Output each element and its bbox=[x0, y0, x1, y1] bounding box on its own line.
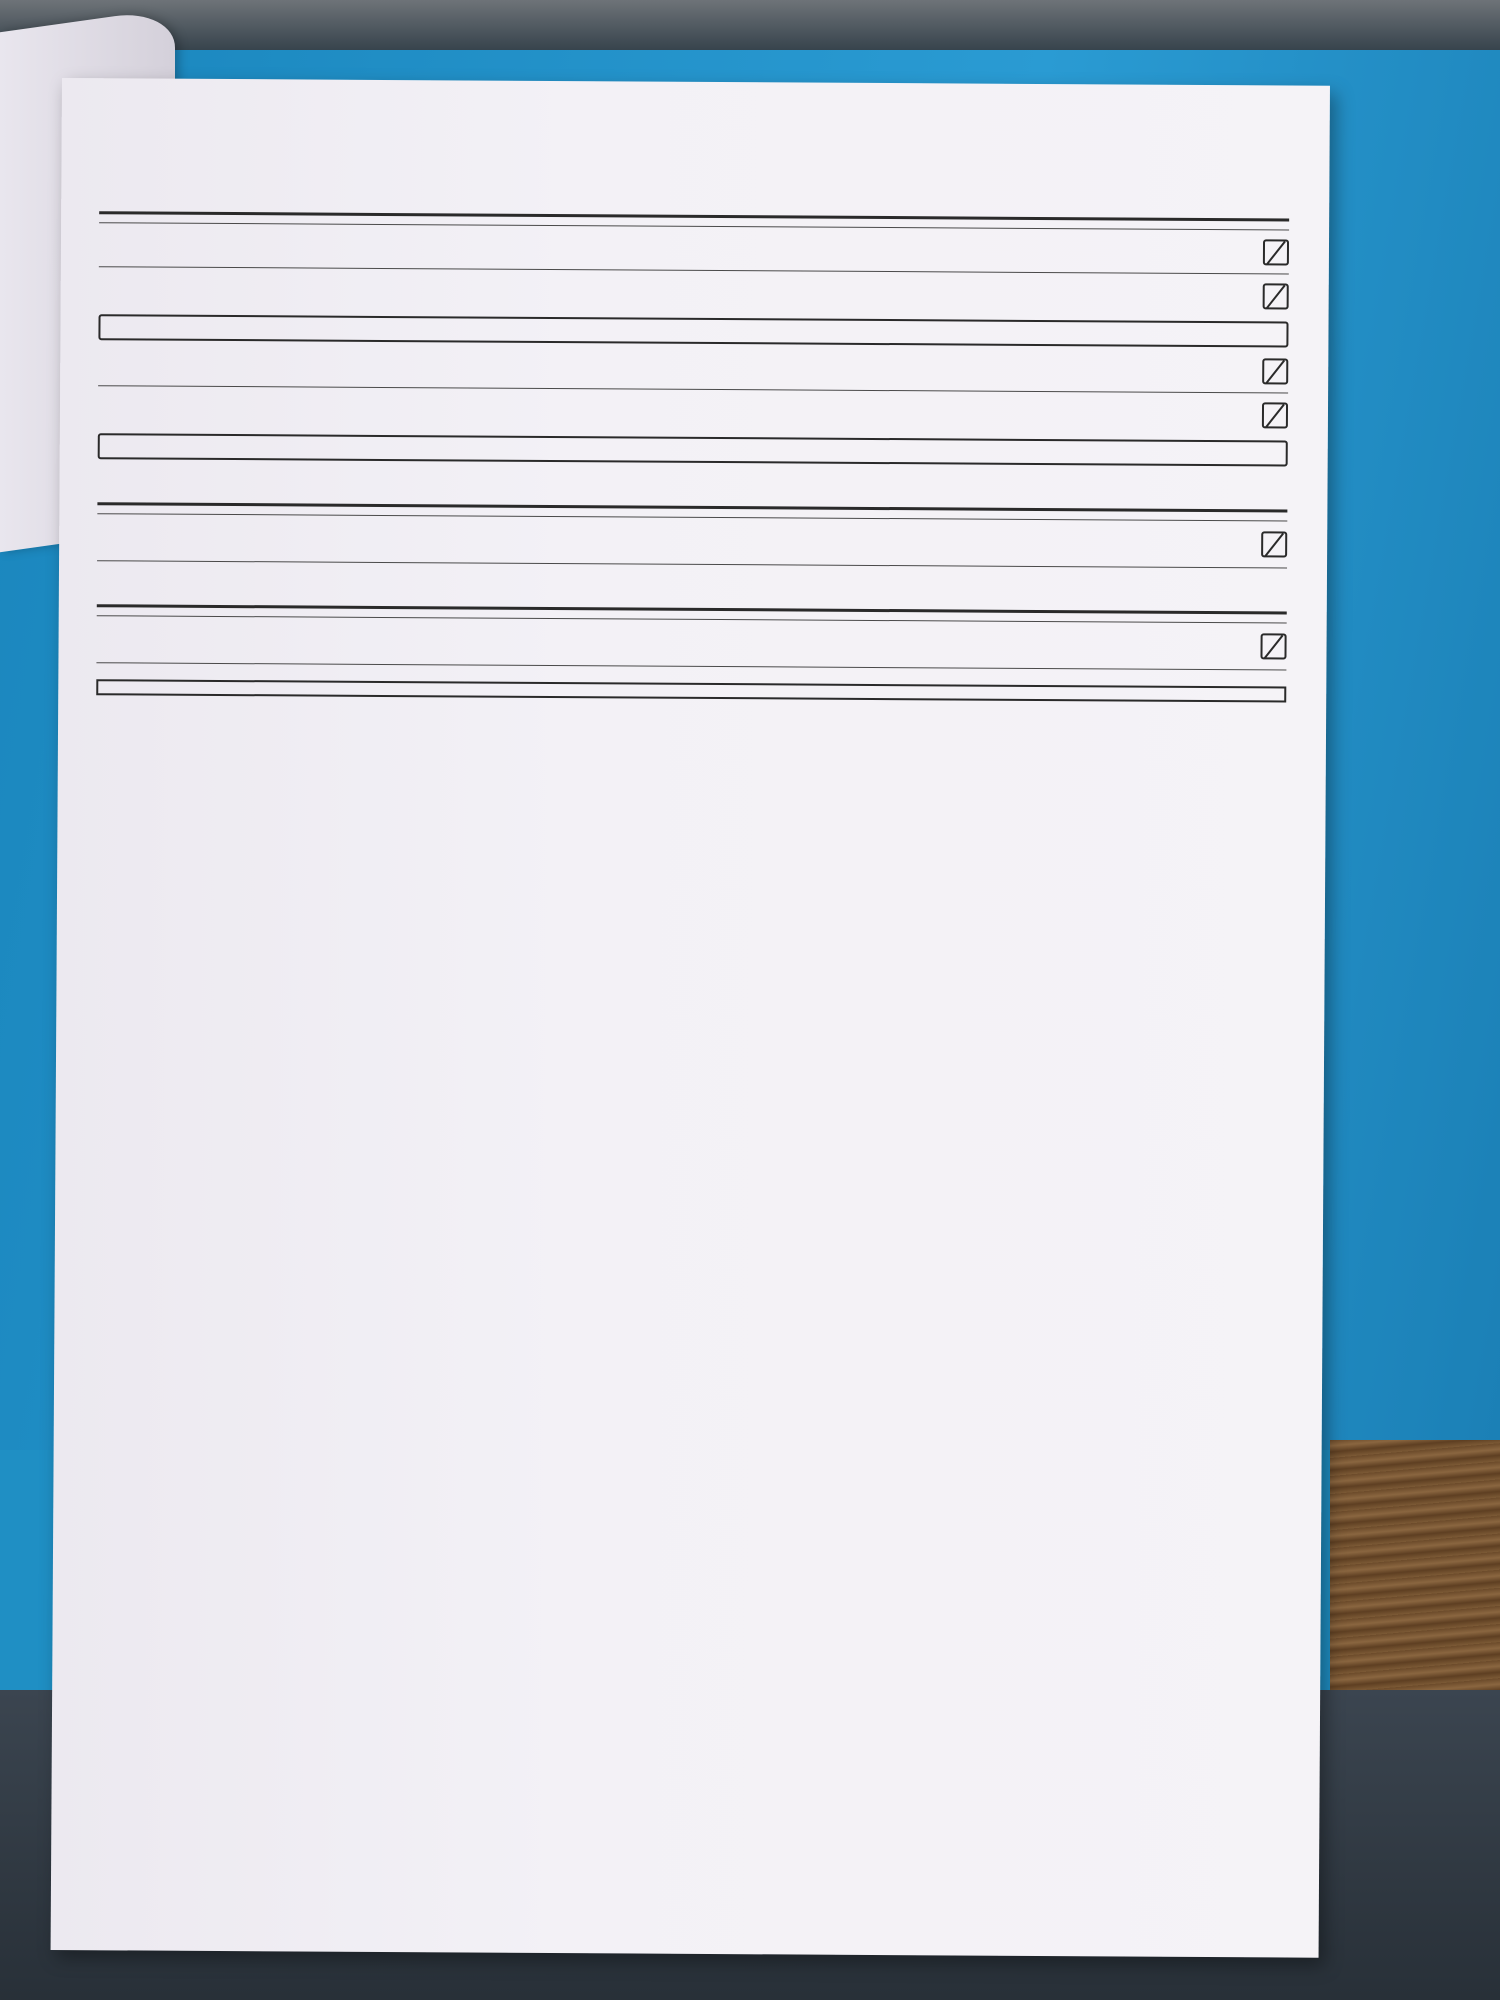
check-row bbox=[99, 267, 1289, 317]
check-action-group bbox=[1250, 633, 1286, 659]
check-action-group bbox=[1251, 531, 1287, 557]
checkbox[interactable] bbox=[1262, 358, 1288, 384]
check-row bbox=[98, 386, 1288, 436]
parts-note-box bbox=[96, 679, 1286, 702]
check-action-group bbox=[1253, 239, 1289, 265]
checkbox[interactable] bbox=[1263, 283, 1289, 309]
important-text bbox=[110, 330, 1276, 337]
check-action-group bbox=[1252, 358, 1288, 384]
checklist-page bbox=[51, 78, 1330, 1958]
checkbox[interactable] bbox=[1260, 633, 1286, 659]
background-wood bbox=[1330, 1440, 1500, 1700]
check-action-group bbox=[1253, 283, 1289, 309]
check-label bbox=[99, 279, 107, 299]
checkbox[interactable] bbox=[1262, 402, 1288, 428]
check-row bbox=[97, 514, 1287, 568]
checkbox[interactable] bbox=[1261, 531, 1287, 557]
important-heading bbox=[110, 443, 1276, 450]
important-text bbox=[110, 449, 1276, 456]
checkbox[interactable] bbox=[1263, 239, 1289, 265]
check-label bbox=[98, 398, 106, 418]
important-note bbox=[98, 433, 1288, 466]
check-action-group bbox=[1252, 402, 1288, 428]
check-row bbox=[98, 342, 1288, 393]
checklist bbox=[96, 168, 1289, 702]
check-row bbox=[96, 616, 1286, 670]
check-row bbox=[99, 223, 1289, 274]
important-heading bbox=[110, 324, 1276, 331]
